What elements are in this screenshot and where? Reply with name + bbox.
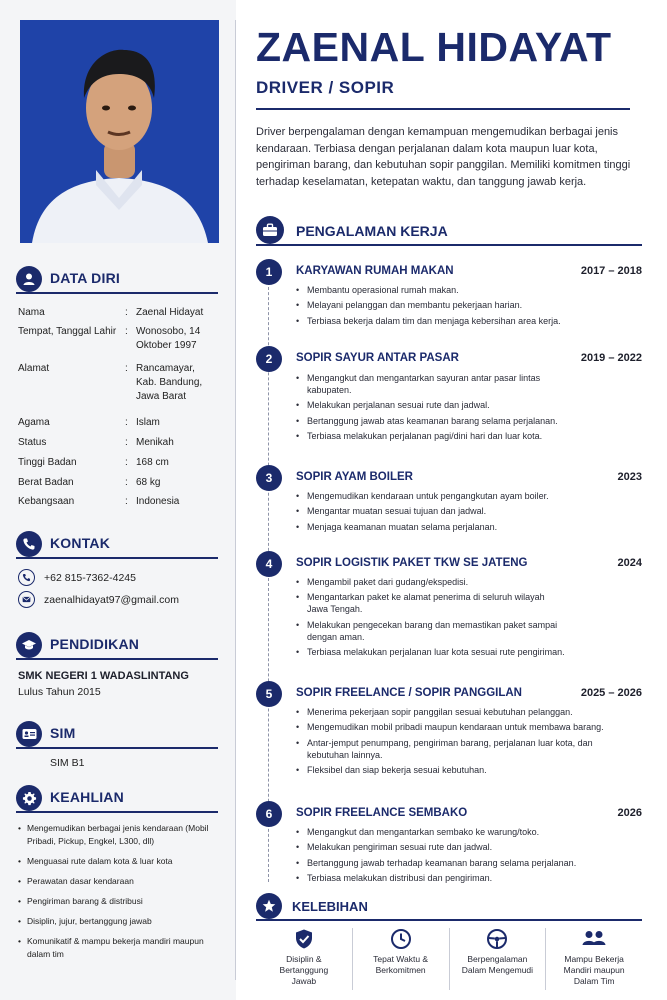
advantage-item xyxy=(353,928,450,990)
advantage-item xyxy=(546,928,642,990)
job-number-badge: 5 xyxy=(256,681,282,707)
section-pengalaman-title: PENGALAMAN KERJA xyxy=(296,223,448,239)
job-bullet: • Menjaga keamanan muatan selama perjalanan. xyxy=(296,521,616,533)
job-bullet: • Melayani pelanggan dan membantu pekerjaan harian. xyxy=(296,299,616,311)
section-kelebihan-header xyxy=(256,893,642,921)
section-data-diri-title: DATA DIRI xyxy=(50,270,120,286)
job-year: 2019 – 2022 xyxy=(580,352,642,364)
job-title: SOPIR FREELANCE SEMBAKO xyxy=(296,807,468,819)
job-bullet: • Menerima pekerjaan sopir panggilan sesuai kebutuhan pelanggan. xyxy=(296,706,608,718)
job-bullet: • Terbiasa melakukan perjalanan luar kota sesuai rute pengiriman. xyxy=(296,646,616,658)
school-name: SMK NEGERI 1 WADASLINTANG xyxy=(18,670,189,682)
job-year: 2025 – 2026 xyxy=(580,687,642,699)
shield-check-icon xyxy=(293,928,315,950)
job-title: SOPIR FREELANCE / SOPIR PANGGILAN xyxy=(296,687,522,699)
job-bullets xyxy=(296,284,616,330)
job-bullet: • Mengantarkan paket ke alamat penerima di seluruh wilayah Jawa Tengah. xyxy=(296,591,566,615)
advantage-label: Tepat Waktu & Berkomitmen xyxy=(373,954,429,975)
job-bullet: • Melakukan pengiriman sesuai rute dan jadwal. xyxy=(296,841,626,853)
advantage-label: Berpengalaman Dalam Mengemudi xyxy=(461,954,534,975)
job-bullet: • Mengemudikan kendaraan untuk pengangkutan ayam boiler. xyxy=(296,490,616,502)
section-pendidikan-header xyxy=(16,632,218,660)
mail-icon xyxy=(18,591,35,608)
job-bullet: • Mengangkut dan mengantarkan sembako ke warung/toko. xyxy=(296,826,626,838)
job-bullet: • Bertanggung jawab terhadap keamanan barang selama perjalanan. xyxy=(296,857,626,869)
advantage-label: Mampu Bekerja Mandiri maupun Dalam Tim xyxy=(563,954,625,986)
job-bullet: • Melakukan perjalanan sesuai rute dan jadwal. xyxy=(296,399,616,411)
advantage-item xyxy=(450,928,547,990)
user-icon xyxy=(16,266,42,292)
contact-email-text: zaenalhidayat97@gmail.com xyxy=(44,593,179,606)
profile-photo xyxy=(20,20,219,243)
job-bullet: • Mengambil paket dari gudang/ekspedisi. xyxy=(296,576,566,588)
job-bullet: • Membantu operasional rumah makan. xyxy=(296,284,616,296)
section-sim-header xyxy=(16,721,218,749)
job-bullets xyxy=(296,372,556,445)
phone-icon xyxy=(18,569,35,586)
job-bullet: • Melakukan pengecekan barang dan memastikan paket sampai dengan aman. xyxy=(296,619,566,643)
contact-phone xyxy=(18,569,136,586)
job-bullet: • Mengantar muatan sesuai tujuan dan jadwal. xyxy=(296,505,616,517)
job-title: KARYAWAN RUMAH MAKAN xyxy=(296,265,454,277)
section-pengalaman-header xyxy=(256,216,642,246)
job-bullets xyxy=(296,490,616,536)
header-divider xyxy=(256,108,630,110)
job-number-badge: 6 xyxy=(256,801,282,827)
skill-item: • Menguasai rute dalam kota & luar kota xyxy=(18,855,223,868)
job-bullets xyxy=(296,706,608,779)
sim-value: SIM B1 xyxy=(50,757,85,769)
team-icon xyxy=(580,928,608,950)
job-bullet: • Antar-jemput penumpang, pengiriman barang, perjalanan luar kota, dan kebutuhan lainnya. xyxy=(296,737,608,761)
contact-phone-text: +62 815-7362-4245 xyxy=(44,571,136,584)
job-number-badge: 1 xyxy=(256,259,282,285)
job-bullet: • Terbiasa melakukan perjalanan pagi/dini hari dan luar kota. xyxy=(296,430,616,442)
section-keahlian-header xyxy=(16,785,218,813)
phone-icon xyxy=(16,531,42,557)
profile-summary: Driver berpengalaman dengan kemampuan mengemudikan berbagai jenis kendaraan. Terbiasa dengan perjalanan dalam kota maupun luar kota, pengiriman barang, dan kebutuhan sopir panggilan. Memiliki komitmen tinggi terhadap keselamatan, ketepatan waktu, dan tanggung jawab kerja. xyxy=(256,126,631,188)
job-bullet: • Terbiasa melakukan distribusi dan pengiriman. xyxy=(296,872,626,884)
job-title: SOPIR AYAM BOILER xyxy=(296,471,413,483)
job-bullet: • Mengangkut dan mengantarkan sayuran antar pasar lintas kabupaten. xyxy=(296,372,556,396)
job-title: SOPIR LOGISTIK PAKET TKW SE JATENG xyxy=(296,557,528,569)
job-bullets xyxy=(296,826,626,887)
job-number-badge: 2 xyxy=(256,346,282,372)
job-bullet: • Mengemudikan mobil pribadi maupun kendaraan untuk membawa barang. xyxy=(296,721,608,733)
id-card-icon xyxy=(16,721,42,747)
job-year: 2017 – 2018 xyxy=(580,265,642,277)
skill-item: • Disiplin, jujur, bertanggung jawab xyxy=(18,915,223,928)
advantage-label: Disiplin & Bertanggung Jawab xyxy=(279,954,329,986)
job-year: 2023 xyxy=(617,471,642,483)
job-year: 2026 xyxy=(617,807,642,819)
section-kontak-title: KONTAK xyxy=(50,535,111,551)
gear-icon xyxy=(16,785,42,811)
advantages-row xyxy=(256,928,642,990)
clock-icon xyxy=(390,928,412,950)
section-kontak-header xyxy=(16,531,218,559)
skill-item: • Perawatan dasar kendaraan xyxy=(18,875,223,888)
section-sim-title: SIM xyxy=(50,725,76,741)
skills-list xyxy=(18,822,223,968)
briefcase-icon xyxy=(256,216,284,244)
skill-item: • Komunikatif & mampu bekerja mandiri maupun dalam tim xyxy=(18,935,223,961)
skill-item: • Mengemudikan berbagai jenis kendaraan (Mobil Pribadi, Pickup, Engkel, L300, dll) xyxy=(18,822,223,848)
job-title: SOPIR SAYUR ANTAR PASAR xyxy=(296,352,459,364)
skill-item: • Pengiriman barang & distribusi xyxy=(18,895,223,908)
job-year: 2024 xyxy=(617,557,642,569)
job-role: DRIVER / SOPIR xyxy=(256,78,395,97)
person-name: ZAENAL HIDAYAT xyxy=(256,24,612,70)
graduation-year: Lulus Tahun 2015 xyxy=(18,686,101,698)
advantage-item xyxy=(256,928,353,990)
section-keahlian-title: KEAHLIAN xyxy=(50,789,124,805)
section-data-diri-header xyxy=(16,266,218,294)
star-icon xyxy=(256,893,282,919)
contact-email xyxy=(18,591,179,608)
section-kelebihan-title: KELEBIHAN xyxy=(292,899,368,914)
job-bullet: • Fleksibel dan siap bekerja sesuai kebutuhan. xyxy=(296,764,608,776)
steering-wheel-icon xyxy=(486,928,508,950)
job-number-badge: 4 xyxy=(256,551,282,577)
section-pendidikan-title: PENDIDIKAN xyxy=(50,636,140,652)
job-bullets xyxy=(296,576,566,661)
job-bullet: • Terbiasa bekerja dalam tim dan menjaga kebersihan area kerja. xyxy=(296,315,616,327)
graduation-cap-icon xyxy=(16,632,42,658)
job-bullet: • Bertanggung jawab atas keamanan barang selama perjalanan. xyxy=(296,415,616,427)
job-number-badge: 3 xyxy=(256,465,282,491)
